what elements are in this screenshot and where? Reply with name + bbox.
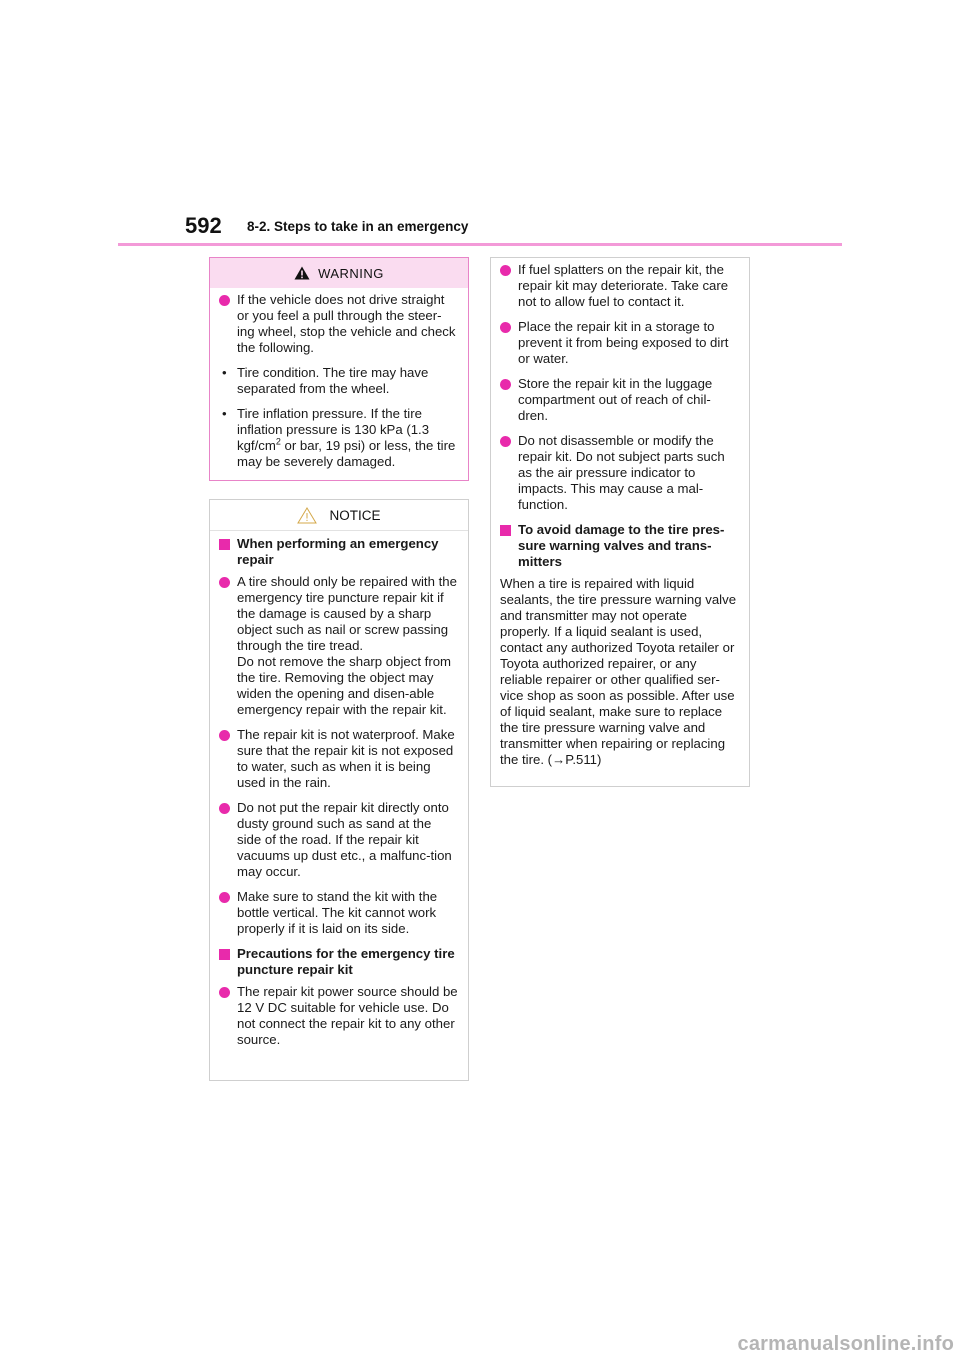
bullet-dot-icon <box>500 379 511 390</box>
warning-triangle-icon <box>294 266 310 280</box>
list-item: Place the repair kit in a storage to prevent it from being exposed to dirt or water. <box>500 319 739 367</box>
bullet-point-icon: • <box>222 365 227 380</box>
notice-title: NOTICE <box>329 507 381 523</box>
page-number: 592 <box>185 213 222 238</box>
square-bullet-icon <box>219 949 230 960</box>
notice-header <box>210 500 468 531</box>
section-heading: When performing an emergency repair <box>219 536 458 568</box>
list-item: If the vehicle does not drive straight or you feel a pull through the steer-ing wheel, stop the vehicle and check the following. <box>219 292 458 356</box>
section-heading: Precautions for the emergency tire puncture repair kit <box>219 946 458 978</box>
sub-item: • Tire condition. The tire may have separated from the wheel. <box>222 365 429 396</box>
list-item: Make sure to stand the kit with the bottle vertical. The kit cannot work properly if it is laid on its side. <box>219 889 458 937</box>
notice-continued-box <box>490 257 750 787</box>
notice-box <box>209 499 469 1081</box>
watermark: carmanualsonline.info <box>737 1333 954 1355</box>
bullet-dot-icon <box>219 577 230 588</box>
list-item: The repair kit is not waterproof. Make sure that the repair kit is not exposed to water, such as when it is being used in the rain. <box>219 727 458 791</box>
bullet-dot-icon <box>219 730 230 741</box>
warning-box <box>209 257 469 481</box>
page-reference-link[interactable]: →P.511 <box>552 752 598 767</box>
square-bullet-icon <box>219 539 230 550</box>
list-item: If fuel splatters on the repair kit, the repair kit may deteriorate. Take care not to allow fuel to contact it. <box>500 262 739 310</box>
list-item: Do not disassemble or modify the repair kit. Do not subject parts such as the air pressure indicator to impacts. This may cause a mal-function. <box>500 433 739 513</box>
paragraph: When a tire is repaired with liquid sealants, the tire pressure warning valve and transmitter may not operate properly. If a liquid sealant is used, contact any authorized Toyota retailer or Toyota authorized repairer, or any reliable repairer or other qualified ser-vice shop as soon as possible. After use of liquid sealant, make sure to replace the tire pressure warning valve and transmitter when repairing or replacing the tire. (→P.511) <box>500 576 737 767</box>
section-heading: To avoid damage to the tire pres-sure warning valves and trans-mitters <box>500 522 739 570</box>
bullet-dot-icon <box>500 322 511 333</box>
bullet-dot-icon <box>500 265 511 276</box>
bullet-dot-icon <box>219 803 230 814</box>
header-rule <box>118 243 842 246</box>
list-item: Store the repair kit in the luggage compartment out of reach of chil-dren. <box>500 376 739 424</box>
section-title: 8-2. Steps to take in an emergency <box>247 219 469 234</box>
bullet-dot-icon <box>219 987 230 998</box>
list-item: The repair kit power source should be 12 V DC suitable for vehicle use. Do not connect the repair kit to any other source. <box>219 984 458 1048</box>
warning-header <box>210 258 468 288</box>
list-item: A tire should only be repaired with the emergency tire puncture repair kit if the damage is caused by a sharp object such as nail or screw passing through the tire tread. Do not remove the sharp object from the tire. Removing the object may widen the opening and disen-able emergency repair with the repair kit. <box>219 574 458 718</box>
warning-title: WARNING <box>318 265 384 281</box>
sub-item: • Tire inflation pressure. If the tire inflation pressure is 130 kPa (1.3 kgf/$cm^2$ or bar, 19 psi) or less, the tire may be severely damaged. <box>222 406 456 469</box>
bullet-dot-icon <box>219 295 230 306</box>
list-item: Do not put the repair kit directly onto dusty ground such as sand at the side of the road. If the repair kit vacuums up dust etc., a malfunc-tion may occur. <box>219 800 458 880</box>
bullet-point-icon: • <box>222 406 227 421</box>
notice-triangle-icon <box>297 507 317 524</box>
bullet-dot-icon <box>500 436 511 447</box>
bullet-dot-icon <box>219 892 230 903</box>
square-bullet-icon <box>500 525 511 536</box>
